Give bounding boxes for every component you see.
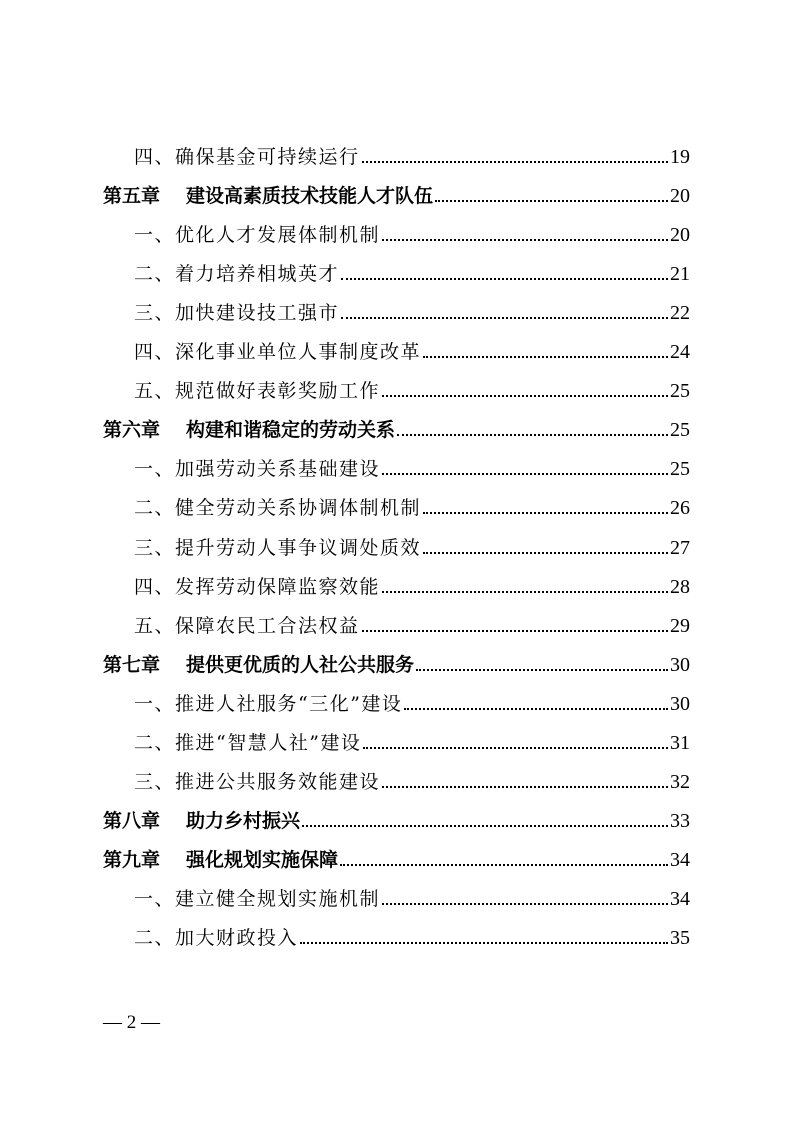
toc-entry-title: 二、推进“智慧人社”建设 — [134, 731, 362, 754]
toc-chapter-number: 第八章 — [103, 809, 161, 832]
toc-section-entry — [134, 533, 690, 563]
toc-dot-leader — [423, 356, 668, 358]
toc-entry-title: 二、健全劳动关系协调体制机制 — [134, 497, 422, 520]
toc-page-number: 20 — [670, 185, 690, 208]
toc-section-entry — [134, 220, 690, 250]
toc-entry-title: 提供更优质的人社公共服务 — [186, 653, 415, 676]
toc-page-number: 24 — [670, 341, 690, 364]
toc-page-number: 34 — [670, 887, 690, 910]
toc-dot-leader — [300, 942, 668, 944]
toc-dot-leader — [362, 161, 668, 163]
toc-dot-leader — [382, 239, 668, 241]
toc-page-number: 26 — [670, 497, 690, 520]
toc-entry-title: 四、深化事业单位人事制度改革 — [134, 341, 422, 364]
toc-dot-leader — [423, 552, 668, 554]
toc-entry-title: 助力乡村振兴 — [186, 809, 301, 832]
toc-chapter-number: 第五章 — [103, 185, 161, 208]
toc-dot-leader — [362, 630, 668, 632]
toc-entry-title: 五、规范做好表彰奖励工作 — [134, 380, 381, 403]
toc-page-number: 33 — [670, 809, 690, 832]
toc-entry-title: 三、推进公共服务效能建设 — [134, 770, 381, 793]
toc-section-entry — [134, 454, 690, 484]
toc-entry-title: 建设高素质技术技能人才队伍 — [186, 185, 434, 208]
toc-entry-title: 二、加大财政投入 — [134, 927, 299, 949]
toc-entry-title: 四、确保基金可持续运行 — [134, 146, 360, 168]
toc-section-entry — [134, 728, 690, 758]
toc-section-entry — [134, 337, 690, 367]
toc-page-number: 22 — [670, 302, 690, 325]
toc-section-entry — [134, 142, 690, 172]
toc-page-number: 27 — [670, 536, 690, 559]
toc-section-entry — [134, 611, 690, 641]
toc-section-entry — [134, 376, 690, 406]
toc-page-number: 25 — [670, 458, 690, 481]
toc-dot-leader — [363, 747, 668, 749]
toc-page-number: 21 — [670, 263, 690, 286]
toc-dot-leader — [341, 317, 668, 319]
toc-section-entry — [134, 923, 690, 953]
toc-section-entry — [134, 298, 690, 328]
toc-dot-leader — [404, 708, 668, 710]
toc-page-number: 35 — [670, 927, 690, 949]
toc-page-number: 30 — [670, 653, 690, 676]
toc-dot-leader — [382, 903, 668, 905]
toc-entry-title: 四、发挥劳动保障监察效能 — [134, 575, 381, 598]
toc-page-number: 29 — [670, 614, 690, 637]
toc-entry-title: 三、提升劳动人事争议调处质效 — [134, 536, 422, 559]
toc-chapter-entry — [103, 845, 690, 875]
toc-chapter-entry — [103, 181, 690, 211]
toc-dot-leader — [382, 395, 668, 397]
toc-dot-leader — [302, 825, 668, 827]
toc-section-entry — [134, 259, 690, 289]
toc-entry-title: 强化规划实施保障 — [186, 848, 339, 871]
toc-entry-title: 一、加强劳动关系基础建设 — [134, 458, 381, 481]
toc-chapter-entry — [103, 650, 690, 680]
toc-dot-leader — [341, 278, 668, 280]
toc-entry-title: 一、优化人才发展体制机制 — [134, 224, 381, 247]
toc-page-number: 19 — [670, 146, 690, 168]
toc-dot-leader — [423, 512, 668, 514]
toc-dot-leader — [382, 786, 668, 788]
toc-page-number: 25 — [670, 419, 690, 442]
toc-dot-leader — [340, 864, 668, 866]
toc-page-number: 31 — [670, 731, 690, 754]
toc-page-number: 25 — [670, 380, 690, 403]
toc-dot-leader — [382, 591, 668, 593]
toc-chapter-number: 第九章 — [103, 848, 161, 871]
toc-page-number: 34 — [670, 848, 690, 871]
toc-section-entry — [134, 767, 690, 797]
toc-chapter-entry — [103, 806, 690, 836]
toc-page-number: 30 — [670, 692, 690, 715]
toc-entry-title: 三、加快建设技工强市 — [134, 302, 340, 325]
toc-entry-title: 二、着力培养相城英才 — [134, 263, 340, 286]
toc-page-number: 28 — [670, 575, 690, 598]
toc-section-entry — [134, 493, 690, 523]
toc-dot-leader — [397, 434, 668, 436]
page-number-footer: — 2 — — [103, 1012, 160, 1033]
toc-dot-leader — [416, 669, 668, 671]
toc-section-entry — [134, 689, 690, 719]
toc-chapter-number: 第七章 — [103, 653, 161, 676]
toc-chapter-number: 第六章 — [103, 419, 161, 442]
toc-dot-leader — [435, 200, 668, 202]
toc-entry-title: 构建和谐稳定的劳动关系 — [186, 419, 396, 442]
toc-entry-title: 一、推进人社服务“三化”建设 — [134, 692, 403, 715]
toc-page-number: 20 — [670, 224, 690, 247]
toc-section-entry — [134, 572, 690, 602]
toc-section-entry — [134, 884, 690, 914]
toc-dot-leader — [382, 473, 668, 475]
toc-entry-title: 一、建立健全规划实施机制 — [134, 887, 381, 910]
toc-page-number: 32 — [670, 770, 690, 793]
toc-chapter-entry — [103, 415, 690, 445]
toc-entry-title: 五、保障农民工合法权益 — [134, 614, 360, 637]
